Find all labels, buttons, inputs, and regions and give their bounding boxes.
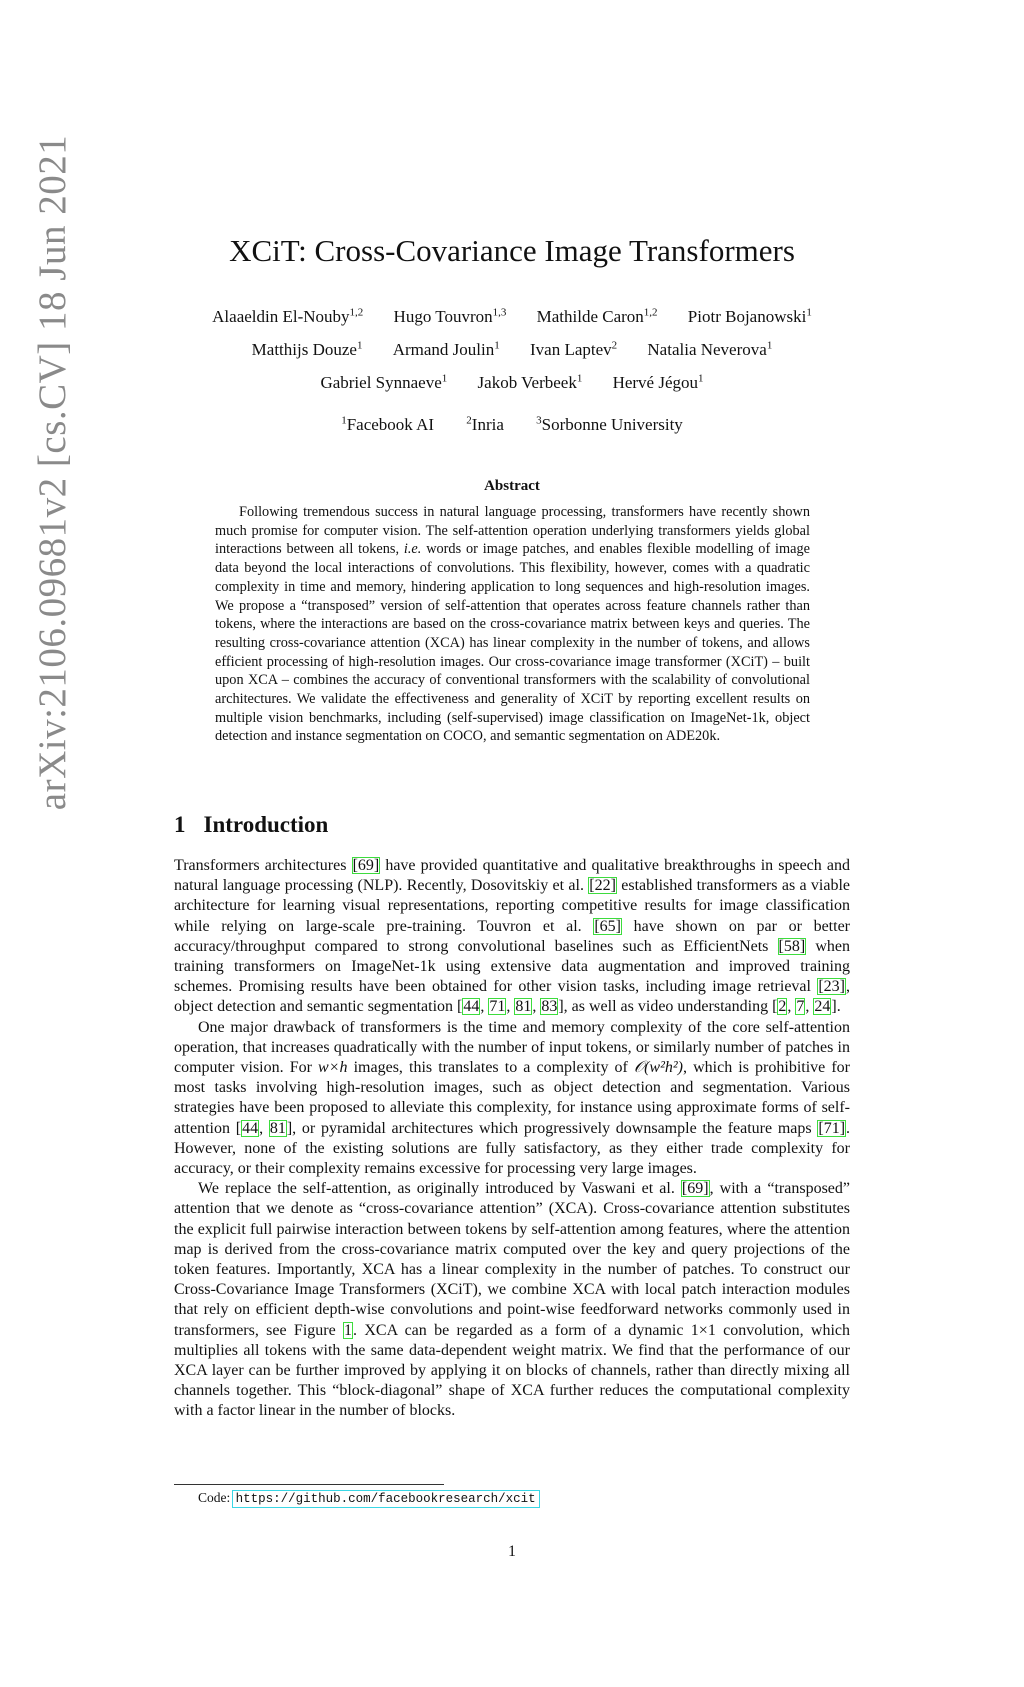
author: Armand Joulin$^1$ (392, 339, 500, 359)
citation-link[interactable]: 71 (489, 998, 506, 1016)
author: Piotr Bojanowski$^1$ (687, 306, 812, 326)
citation-link[interactable]: 44 (242, 1119, 259, 1137)
affiliations (0, 415, 1024, 435)
citation-link[interactable]: 24 (814, 998, 831, 1016)
author-list (150, 300, 874, 399)
citation-link[interactable]: [69] (681, 1180, 709, 1198)
author: Alaaeldin El-Nouby$^{1,2}$ (212, 306, 364, 326)
author: Ivan Laptev$^2$ (530, 339, 618, 359)
citation-link[interactable]: [58] (778, 937, 806, 955)
citation-link[interactable]: [22] (589, 877, 616, 895)
citation-link[interactable]: 83 (541, 998, 558, 1016)
author: Hugo Touvron$^{1,3}$ (393, 306, 507, 326)
math-inline: 1×1 (690, 1321, 716, 1339)
footnote-rule (174, 1484, 444, 1485)
paragraph: We replace the self-attention, as originally introduced by Vaswani et al. [69], with a “transposed” attention that we denote as “cross-covariance attention” (XCA). Cross-covariance attention substitutes the explicit full pairwise interaction between tokens by self-attention among features, where the attention map is derived from the cross-covariance matrix computed over the key and query projections of the token features. Importantly, XCA has a linear complexity in the number of patches. To construct our Cross-Covariance Image Transformers (XCiT), we combine XCA with local patch interaction modules that rely on efficient depth-wise convolutions and point-wise feedforward networks commonly used in transformers, see Figure 1. XCA can be regarded as a form of a dynamic 1×1 convolution, which multiplies all tokens with the same data-dependent weight matrix. We find that the performance of our XCA layer can be further improved by applying it on blocks of channels, rather than directly mixing all channels together. This “block-diagonal” shape of XCA further reduces the computational complexity with a factor linear in the number of blocks. (174, 1180, 851, 1420)
affiliation: $^1$Facebook AI (341, 414, 435, 434)
section-heading: 1 Introduction (174, 812, 329, 837)
citation-link[interactable]: [23] (818, 978, 845, 996)
introduction-body (174, 856, 850, 1422)
citation-link[interactable]: 81 (269, 1119, 286, 1137)
citation-link[interactable]: [65] (594, 917, 621, 935)
affiliation: $^3$Sorbonne University (536, 414, 683, 434)
author: Matthijs Douze$^1$ (251, 339, 363, 359)
paragraph: One major drawback of transformers is the time and memory complexity of the core self-attention operation, that increases quadratically with the number of input tokens, or similarly number of patches in computer vision. For w×h images, this translates to a complexity of 𝒪(w²h²), which is prohibitive for most tasks involving high-resolution images, such as object detection and segmentation. Various strategies have been proposed to alleviate this complexity, for instance using approximate forms of self-attention [44, 81], or pyramidal architectures which progressively downsample the feature maps [71]. However, none of the existing solutions are fully satisfactory, as they either trade complexity for accuracy, or their complexity remains excessive for processing very large images. (174, 1018, 851, 1178)
math-inline: w×h (318, 1059, 348, 1077)
figure-link[interactable]: 1 (344, 1321, 353, 1339)
author: Hervé Jégou$^1$ (612, 372, 704, 392)
page-number: 1 (508, 1543, 516, 1560)
abstract-heading: Abstract (484, 478, 540, 494)
citation-link[interactable]: [71] (818, 1119, 846, 1137)
footnote: Code: https://github.com/facebookresearch/xcit (198, 1490, 536, 1506)
abstract-text: Following tremendous success in natural language processing, transformers have recently shown much promise for computer vision. The self-attention operation underlying transformers yields global interactions between all tokens, i.e. words or image patches, and enables flexible modelling of image data beyond the local interactions of convolutions. This flexibility, however, comes with a quadratic complexity in time and memory, hindering application to long sequences and high-resolution images. We propose a “transposed” version of self-attention that operates across feature channels rather than tokens, where the interactions are based on the cross-covariance matrix between keys and queries. The resulting cross-covariance attention (XCA) has linear complexity in the number of tokens, and allows efficient processing of high-resolution images. Our cross-covariance image transformer (XCiT) – built upon XCA – combines the accuracy of conventional transformers with the scalability of convolutional architectures. We validate the effectiveness and generality of XCiT by reporting excellent results on multiple vision benchmarks, including (self-supervised) image classification on ImageNet-1k, object detection and instance segmentation on COCO, and semantic segmentation on ADE20k. (215, 504, 810, 745)
paragraph: Transformers architectures [69] have provided quantitative and qualitative breakthroughs in speech and natural language processing (NLP). Recently, Dosovitskiy et al. [22] established transformers as a viable architecture for learning visual representations, reporting competitive results for image classification while relying on large-scale pre-training. Touvron et al. [65] have shown on par or better accuracy/throughput compared to strong convolutional baselines such as EfficientNets [58] when training transformers on ImageNet-1k using extensive data augmentation and improved training schemes. Promising results have been obtained for other vision tasks, including image retrieval [23], object detection and semantic segmentation [44, 71, 81, 83], as well as video understanding [2, 7, 24]. (174, 857, 851, 1016)
paper-title: XCiT: Cross-Covariance Image Transformers (229, 233, 795, 268)
citation-link[interactable]: 2 (778, 998, 787, 1016)
citation-link[interactable]: 44 (463, 998, 480, 1016)
citation-link[interactable]: 81 (515, 998, 532, 1016)
affiliation: $^2$Inria (466, 414, 504, 434)
citation-link[interactable]: [69] (352, 857, 380, 874)
arxiv-stamp: arXiv:2106.09681v2 [cs.CV] 18 Jun 2021 (30, 134, 74, 811)
author: Gabriel Synnaeve$^1$ (320, 372, 448, 392)
author: Jakob Verbeek$^1$ (477, 372, 583, 392)
code-url-link[interactable]: https://github.com/facebookresearch/xcit (235, 1492, 536, 1506)
citation-link[interactable]: 7 (796, 998, 805, 1016)
author: Natalia Neverova$^1$ (647, 339, 773, 359)
math-inline: 𝒪(w²h²) (633, 1059, 683, 1077)
author: Mathilde Caron$^{1,2}$ (536, 306, 658, 326)
